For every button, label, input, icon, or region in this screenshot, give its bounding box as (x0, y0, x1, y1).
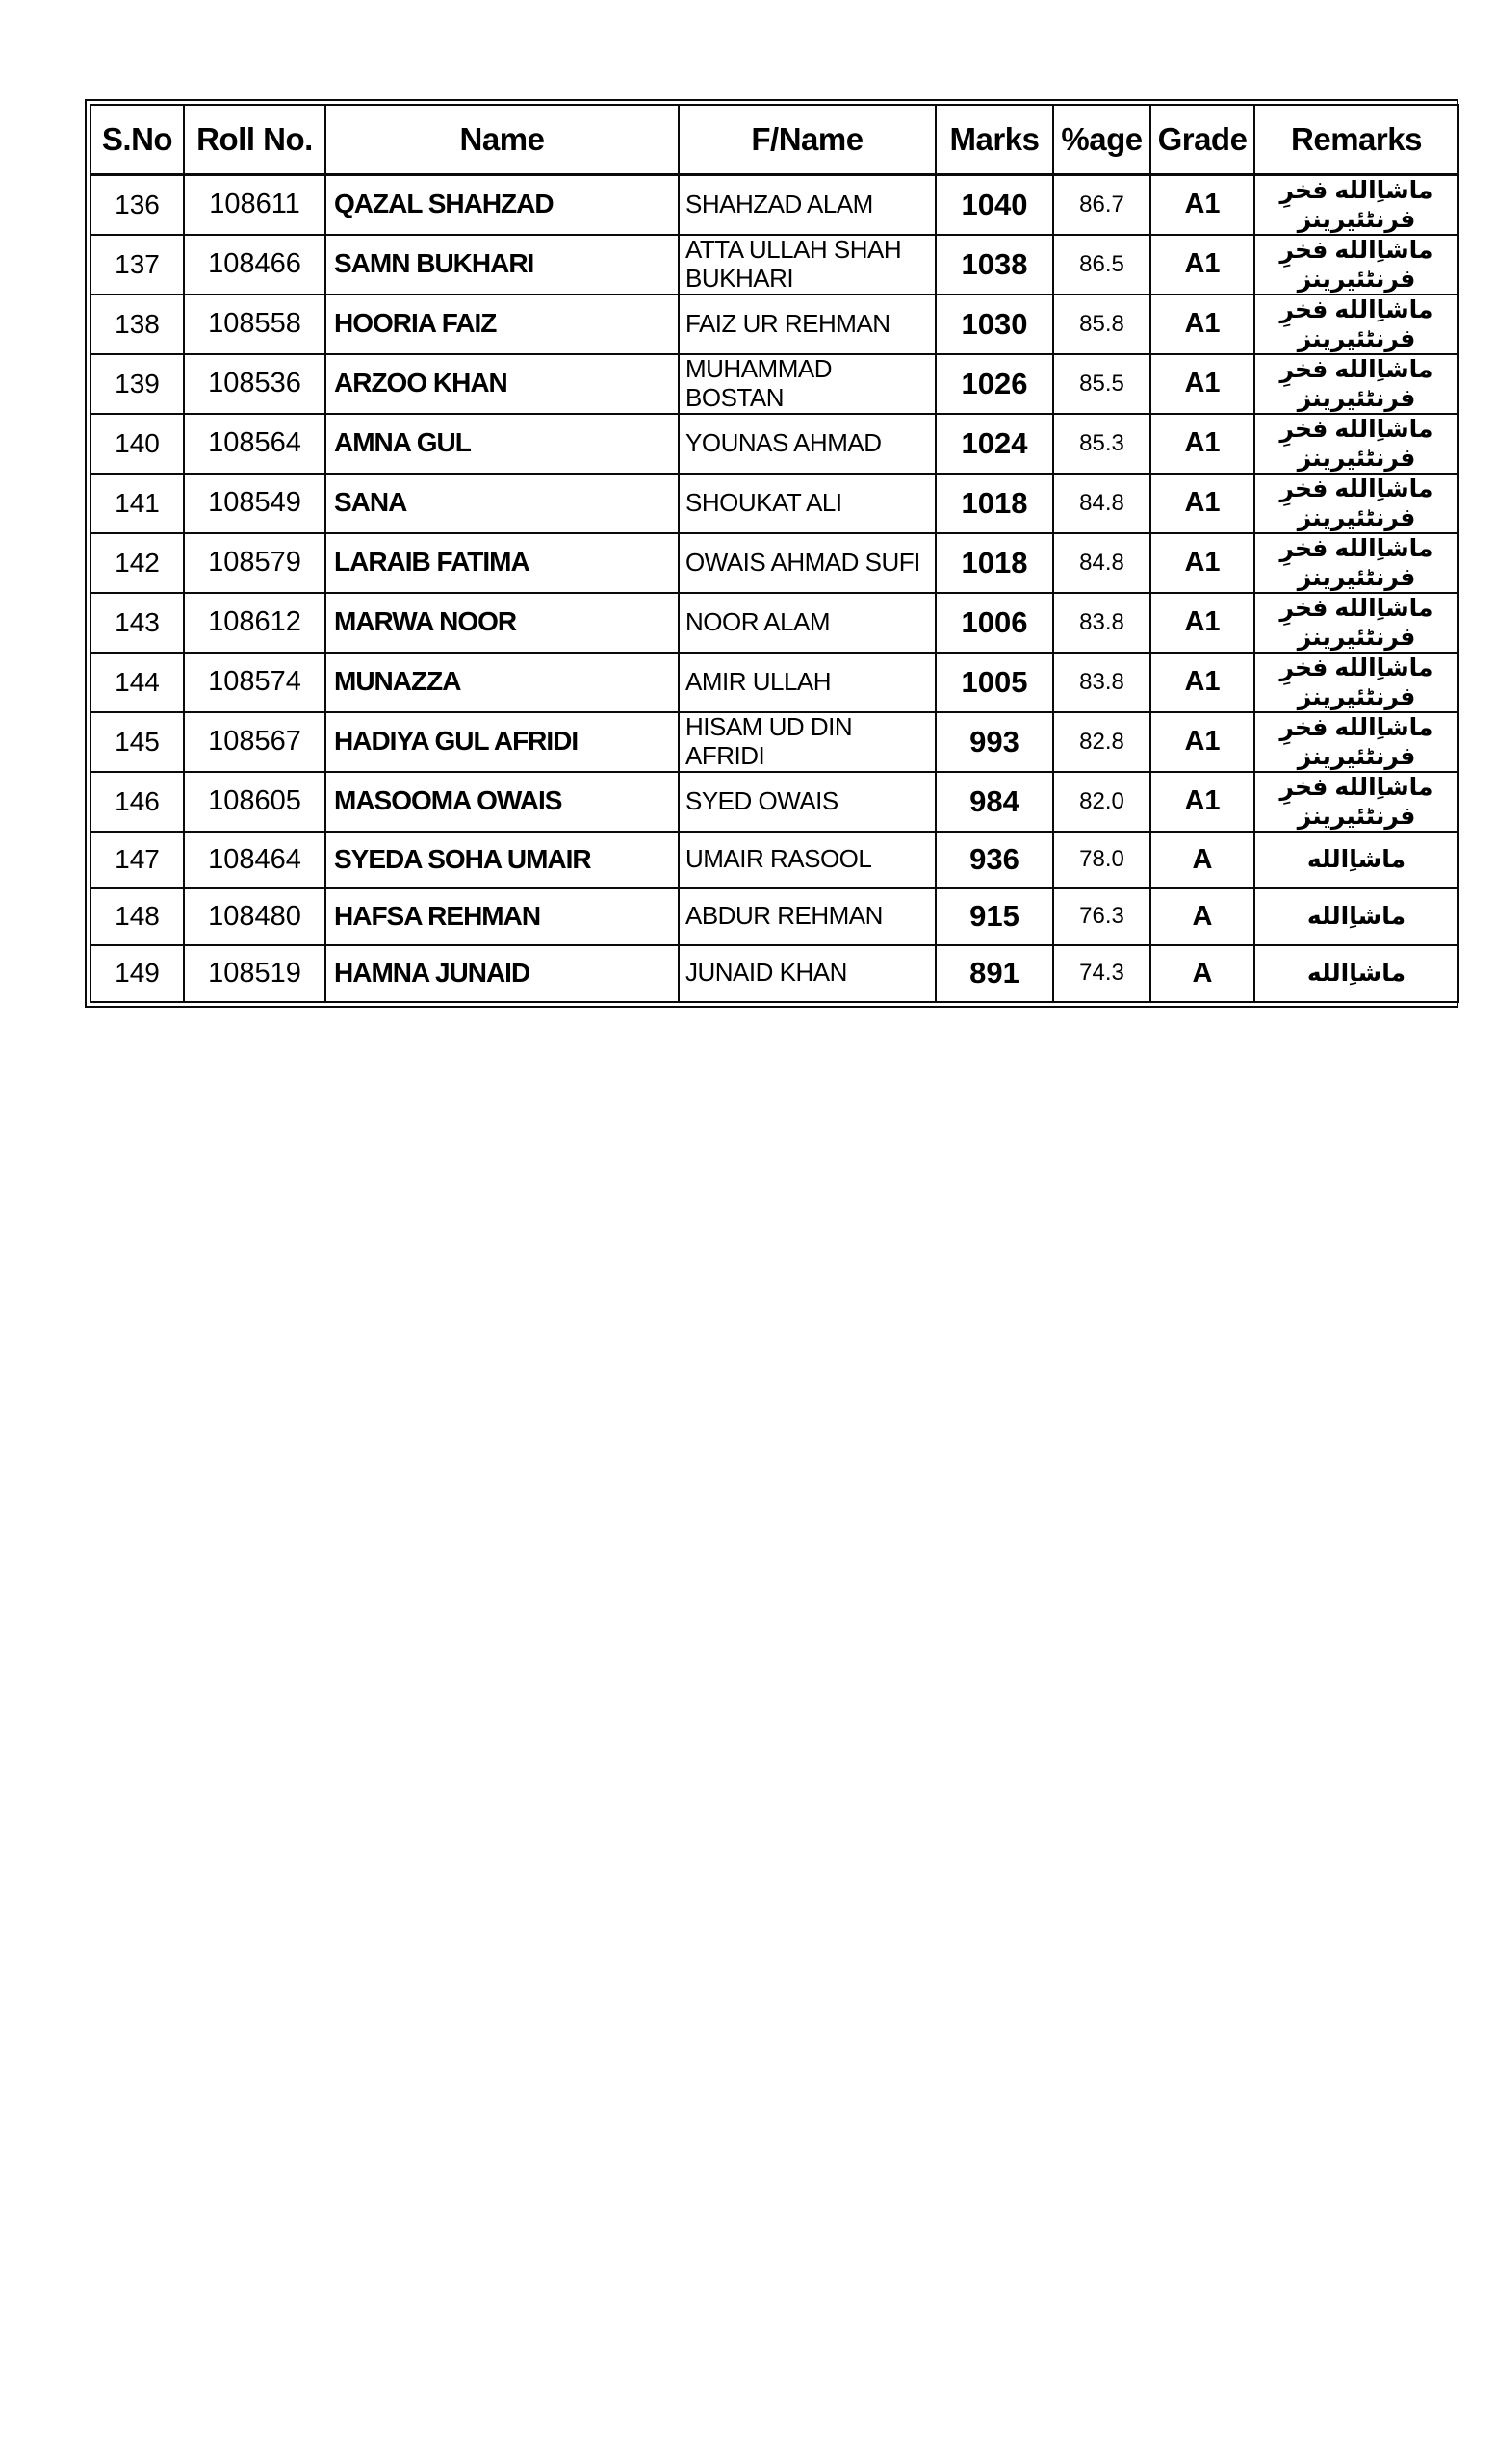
cell-sno: 139 (90, 354, 184, 414)
cell-fname: ABDUR REHMAN (679, 888, 936, 945)
cell-name: AMNA GUL (325, 414, 679, 474)
cell-remarks: ماشاِالله فخرِ فرنٹئیرینز (1254, 533, 1458, 593)
results-table (90, 104, 1459, 1003)
cell-roll: 108611 (184, 174, 325, 235)
table-row (90, 593, 1458, 653)
cell-sno: 144 (90, 653, 184, 712)
cell-remarks: ماشاِالله فخرِ فرنٹئیرینز (1254, 712, 1458, 772)
cell-marks: 936 (936, 832, 1053, 888)
cell-pct: 84.8 (1053, 533, 1150, 593)
cell-remarks: ماشاِالله فخرِ فرنٹئیرینز (1254, 593, 1458, 653)
cell-name: QAZAL SHAHZAD (325, 174, 679, 235)
cell-marks: 1026 (936, 354, 1053, 414)
cell-name: SANA (325, 474, 679, 533)
cell-sno: 149 (90, 945, 184, 1002)
cell-grade: A (1150, 888, 1254, 945)
cell-sno: 136 (90, 174, 184, 235)
cell-remarks: ماشاِالله فخرِ فرنٹئیرینز (1254, 295, 1458, 354)
cell-grade: A1 (1150, 235, 1254, 295)
cell-grade: A1 (1150, 653, 1254, 712)
results-table-body (90, 174, 1458, 1002)
cell-marks: 915 (936, 888, 1053, 945)
cell-roll: 108466 (184, 235, 325, 295)
cell-grade: A1 (1150, 354, 1254, 414)
cell-fname: NOOR ALAM (679, 593, 936, 653)
cell-name: SYEDA SOHA UMAIR (325, 832, 679, 888)
cell-name: HOORIA FAIZ (325, 295, 679, 354)
cell-sno: 143 (90, 593, 184, 653)
cell-name: MUNAZZA (325, 653, 679, 712)
table-row (90, 945, 1458, 1002)
cell-sno: 141 (90, 474, 184, 533)
cell-pct: 78.0 (1053, 832, 1150, 888)
cell-roll: 108567 (184, 712, 325, 772)
cell-fname: UMAIR RASOOL (679, 832, 936, 888)
cell-grade: A1 (1150, 712, 1254, 772)
cell-pct: 85.3 (1053, 414, 1150, 474)
table-row (90, 533, 1458, 593)
cell-fname: FAIZ UR REHMAN (679, 295, 936, 354)
results-table-head (90, 105, 1458, 174)
cell-marks: 993 (936, 712, 1053, 772)
cell-roll: 108536 (184, 354, 325, 414)
cell-sno: 147 (90, 832, 184, 888)
cell-roll: 108549 (184, 474, 325, 533)
table-row (90, 295, 1458, 354)
cell-name: HADIYA GUL AFRIDI (325, 712, 679, 772)
cell-sno: 148 (90, 888, 184, 945)
cell-roll: 108480 (184, 888, 325, 945)
cell-grade: A (1150, 832, 1254, 888)
cell-fname: ATTA ULLAH SHAH BUKHARI (679, 235, 936, 295)
cell-name: MARWA NOOR (325, 593, 679, 653)
cell-remarks: ماشاِالله فخرِ فرنٹئیرینز (1254, 414, 1458, 474)
cell-grade: A1 (1150, 414, 1254, 474)
cell-roll: 108574 (184, 653, 325, 712)
cell-remarks: ماشاِالله فخرِ فرنٹئیرینز (1254, 772, 1458, 832)
cell-fname: SHAHZAD ALAM (679, 174, 936, 235)
cell-pct: 86.5 (1053, 235, 1150, 295)
cell-remarks: ماشاِالله فخرِ فرنٹئیرینز (1254, 474, 1458, 533)
column-header-grade: Grade (1150, 105, 1254, 174)
cell-pct: 84.8 (1053, 474, 1150, 533)
cell-roll: 108612 (184, 593, 325, 653)
header-row (90, 105, 1458, 174)
cell-marks: 1038 (936, 235, 1053, 295)
cell-marks: 1006 (936, 593, 1053, 653)
table-row (90, 174, 1458, 235)
cell-pct: 83.8 (1053, 593, 1150, 653)
column-header-sno: S.No (90, 105, 184, 174)
cell-grade: A1 (1150, 533, 1254, 593)
column-header-marks: Marks (936, 105, 1053, 174)
cell-sno: 138 (90, 295, 184, 354)
cell-name: SAMN BUKHARI (325, 235, 679, 295)
cell-fname: AMIR ULLAH (679, 653, 936, 712)
cell-remarks: ماشاِالله فخرِ فرنٹئیرینز (1254, 354, 1458, 414)
cell-name: HAMNA JUNAID (325, 945, 679, 1002)
column-header-name: Name (325, 105, 679, 174)
table-row (90, 235, 1458, 295)
cell-grade: A1 (1150, 772, 1254, 832)
cell-marks: 1024 (936, 414, 1053, 474)
cell-fname: YOUNAS AHMAD (679, 414, 936, 474)
cell-name: HAFSA REHMAN (325, 888, 679, 945)
cell-sno: 140 (90, 414, 184, 474)
cell-pct: 82.8 (1053, 712, 1150, 772)
cell-fname: MUHAMMAD BOSTAN (679, 354, 936, 414)
cell-grade: A (1150, 945, 1254, 1002)
cell-pct: 82.0 (1053, 772, 1150, 832)
cell-roll: 108519 (184, 945, 325, 1002)
cell-remarks: ماشاِالله (1254, 888, 1458, 945)
cell-pct: 85.5 (1053, 354, 1150, 414)
column-header-fname: F/Name (679, 105, 936, 174)
cell-pct: 74.3 (1053, 945, 1150, 1002)
cell-remarks: ماشاِالله (1254, 832, 1458, 888)
cell-sno: 137 (90, 235, 184, 295)
table-row (90, 888, 1458, 945)
cell-fname: SHOUKAT ALI (679, 474, 936, 533)
table-row (90, 653, 1458, 712)
cell-name: MASOOMA OWAIS (325, 772, 679, 832)
table-row (90, 354, 1458, 414)
cell-grade: A1 (1150, 295, 1254, 354)
cell-remarks: ماشاِالله فخرِ فرنٹئیرینز (1254, 235, 1458, 295)
cell-name: ARZOO KHAN (325, 354, 679, 414)
cell-name: LARAIB FATIMA (325, 533, 679, 593)
cell-pct: 85.8 (1053, 295, 1150, 354)
table-row (90, 474, 1458, 533)
cell-marks: 891 (936, 945, 1053, 1002)
cell-fname: SYED OWAIS (679, 772, 936, 832)
cell-remarks: ماشاِالله فخرِ فرنٹئیرینز (1254, 653, 1458, 712)
cell-roll: 108464 (184, 832, 325, 888)
cell-grade: A1 (1150, 593, 1254, 653)
results-table-border (85, 99, 1458, 1008)
cell-marks: 1005 (936, 653, 1053, 712)
cell-grade: A1 (1150, 474, 1254, 533)
cell-grade: A1 (1150, 174, 1254, 235)
table-row (90, 832, 1458, 888)
cell-pct: 86.7 (1053, 174, 1150, 235)
cell-sno: 145 (90, 712, 184, 772)
cell-marks: 1018 (936, 533, 1053, 593)
cell-roll: 108579 (184, 533, 325, 593)
column-header-remarks: Remarks (1254, 105, 1458, 174)
cell-pct: 76.3 (1053, 888, 1150, 945)
table-row (90, 772, 1458, 832)
cell-sno: 146 (90, 772, 184, 832)
cell-roll: 108605 (184, 772, 325, 832)
cell-roll: 108564 (184, 414, 325, 474)
table-row (90, 414, 1458, 474)
cell-remarks: ماشاِالله (1254, 945, 1458, 1002)
cell-marks: 1030 (936, 295, 1053, 354)
cell-fname: HISAM UD DIN AFRIDI (679, 712, 936, 772)
cell-marks: 984 (936, 772, 1053, 832)
cell-pct: 83.8 (1053, 653, 1150, 712)
cell-fname: JUNAID KHAN (679, 945, 936, 1002)
cell-roll: 108558 (184, 295, 325, 354)
cell-fname: OWAIS AHMAD SUFI (679, 533, 936, 593)
cell-sno: 142 (90, 533, 184, 593)
cell-marks: 1018 (936, 474, 1053, 533)
table-row (90, 712, 1458, 772)
cell-marks: 1040 (936, 174, 1053, 235)
column-header-roll: Roll No. (184, 105, 325, 174)
cell-remarks: ماشاِالله فخرِ فرنٹئیرینز (1254, 174, 1458, 235)
column-header-pct: %age (1053, 105, 1150, 174)
